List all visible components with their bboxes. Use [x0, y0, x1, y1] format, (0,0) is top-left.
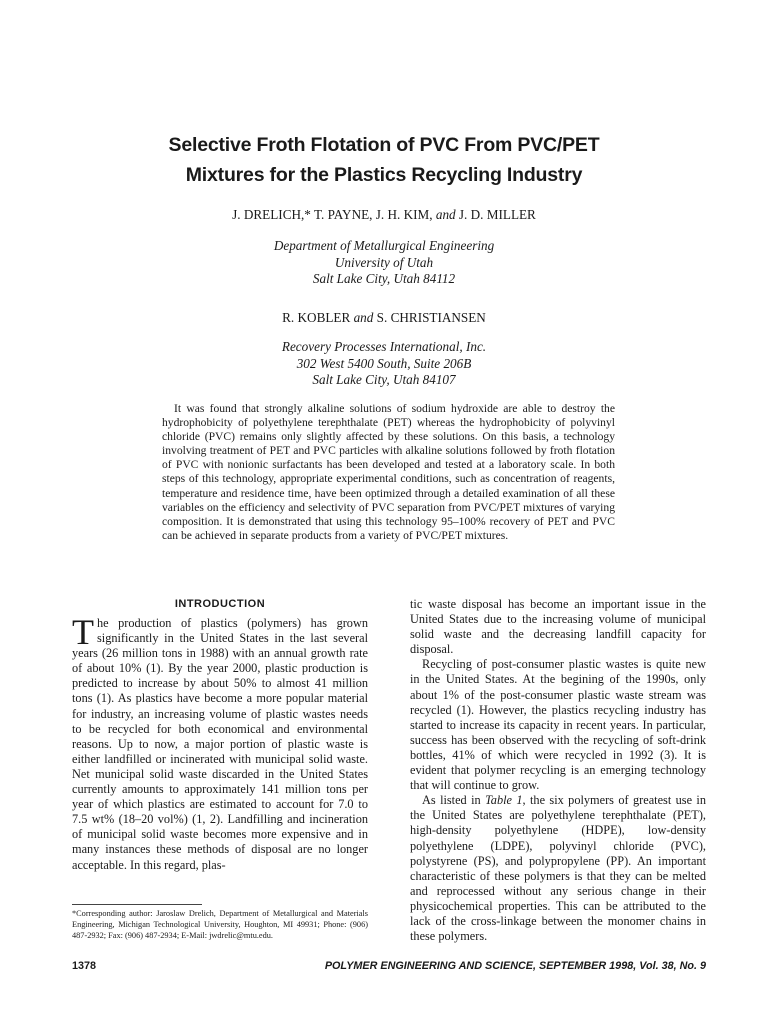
intro-paragraph-3	[410, 793, 706, 944]
author-list-primary	[60, 207, 708, 223]
footnote-rule	[72, 904, 202, 905]
author-conjunction: and	[353, 310, 374, 325]
table-reference[interactable]: Table 1	[485, 793, 523, 808]
page-number: 1378	[72, 960, 97, 972]
body-column-left	[72, 597, 368, 873]
intro-paragraph-1-text: he production of plastics (polymers) has grown significantly in the United States in the last several years (26 million tons in 1988) with an annual growth rate of about 10% (1). By the year 2000, plastic production is predicted to increase by about 50% to almost 41 million tons (1). As plastics have become a more popular material for industry, an increasing volume of plastic wastes needs to be recycled for both economical and environmental reasons. Up to now, a major portion of plastic waste is either landfilled or incinerated with municipal solid waste. Net municipal solid waste discarded in the United States currently amounts to approximately 141 million tons per year of which plastics are estimated to account for 7.0 to 7.5 wt% (18–20 vol%) (1, 2). Landfilling and incineration of municipal solid waste becomes more expensive and in many instances these methods of disposal are no longer acceptable. In this regard, plas-	[72, 616, 368, 872]
abstract: It was found that strongly alkaline solutions of sodium hydroxide are able to destroy the hydrophobicity of polyethylene terephthalate (PET) whereas the hydrophobicity of polyvinyl chloride (PVC) remains only slightly affected by these solutions. On this basis, a technology involving treatment of PET and PVC particles with alkaline solutions followed by froth flotation of PVC with nonionic surfactants has been developed and tested at a laboratory scale. In both steps of this technology, appropriate experimental conditions, such as concentration of reagents, temperature and residence time, have been optimized through a detailed examination of all these variables on the efficiency and selectivity of PVC separation from PVC/PET mixtures of varying composition. It is demonstrated that using this technology 95–100% recovery of PET and PVC can be achieved in separate products from a variety of PVC/PET mixtures.	[162, 402, 615, 542]
affiliation-university-name: University of Utah	[334, 254, 434, 270]
affiliation-city: Salt Lake City, Utah 84107	[312, 372, 456, 387]
footnote-corresponding-author: *Corresponding author: Jaroslaw Drelich, Department of Metallurgical and Materials Engineering, Michigan Technological University, Houghton, MI 49931; Phone: (906) 487-2932; Fax: (906) 487-2934; E-Mail: jwdrelic@mtu.edu.	[72, 909, 368, 940]
affiliation-address: 302 West 5400 South, Suite 206B	[296, 355, 472, 371]
author-conjunction: and	[435, 207, 456, 222]
p3-text-b: , the six polymers of greatest use in the United States are polyethylene terephthalate (PET), high-density polyethylene (HDPE), low-density polyethylene (LDPE), polyvinyl chloride (PVC), polystyrene (PS), and polypropylene (PP). An important characteristic of these polymers is that they can be melted and reprocessed without any serious change in their physicochemical properties. This can be attributed to the lack of the cross-linkage between the monomer chains in these polymers.	[410, 793, 706, 944]
section-heading-introduction: INTRODUCTION	[174, 598, 266, 610]
p3-text-a: As listed in	[422, 793, 486, 808]
author-last: S. CHRISTIANSEN	[376, 310, 486, 325]
author-names: J. DRELICH,* T. PAYNE, J. H. KIM,	[232, 207, 433, 222]
affiliation-department: Department of Metallurgical Engineering	[273, 238, 495, 253]
intro-paragraph-1	[72, 612, 368, 873]
affiliation-company	[60, 339, 708, 389]
author-first: R. KOBLER	[282, 310, 351, 325]
intro-paragraph-2: Recycling of post-consumer plastic wastes is quite new in the United States. At the begining of the 1990s, only about 1% of the post-consumer plastic waste stream was recycled (1). However, the plastics recycling industry has started to increase its capacity in recent years. In particular, success has been observed with the recycling of soft-drink bottles, 41% of which were recycled in 1992 (3). It is evident that polymer recycling is an emerging technology that will continue to grow.	[410, 657, 706, 793]
journal-citation: POLYMER ENGINEERING AND SCIENCE, SEPTEMBER 1998, Vol. 38, No. 9	[324, 960, 706, 972]
affiliation-university	[60, 238, 708, 288]
drop-cap: T	[72, 612, 94, 652]
affiliation-company-name: Recovery Processes International, Inc.	[281, 339, 487, 354]
affiliation-city: Salt Lake City, Utah 84112	[312, 271, 456, 286]
author-last: J. D. MILLER	[458, 207, 536, 222]
title-line-2: Mixtures for the Plastics Recycling Industry	[185, 164, 583, 186]
author-list-secondary	[60, 310, 708, 326]
intro-paragraph-1-continued: tic waste disposal has become an important issue in the United States due to the increasing volume of municipal solid waste and the decreasing landfill capacity for disposal.	[410, 597, 706, 657]
title-line-1: Selective Froth Flotation of PVC From PVC/PET	[168, 134, 600, 156]
paper-title	[60, 130, 708, 190]
body-column-right	[410, 597, 706, 944]
